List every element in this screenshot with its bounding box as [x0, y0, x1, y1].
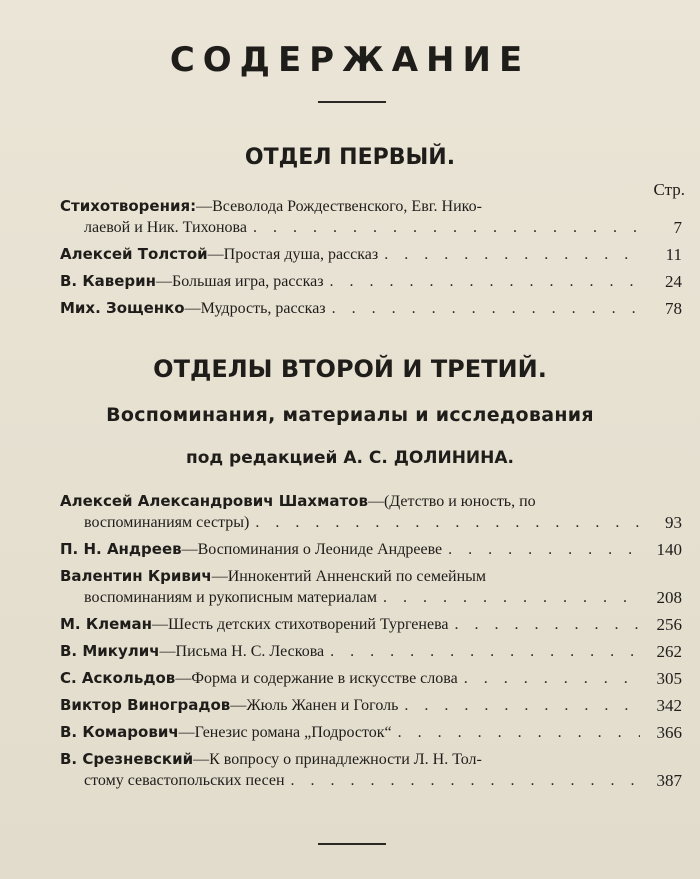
entry-author: В. Микулич	[60, 642, 160, 660]
section1-heading: ОТДЕЛ ПЕРВЫЙ.	[244, 145, 456, 170]
entry-title: —Большая игра, рассказ	[156, 273, 324, 290]
entry-author: В. Срезневский	[60, 750, 194, 768]
section2-heading: ОТДЕЛЫ ВТОРОЙ И ТРЕТИЙ.	[153, 355, 547, 383]
entry-author: П. Н. Андреев	[60, 540, 182, 558]
entry-author: Виктор Виноградов	[60, 696, 231, 714]
entry-title: —Жюль Жанен и Гоголь	[230, 697, 399, 714]
entry-title-line2: воспоминаниям и рукописным материалам	[84, 589, 377, 606]
entry-page: 256	[656, 615, 682, 634]
entry-page: 387	[656, 771, 682, 790]
entry-title-line2: воспоминаниям сестры)	[84, 514, 250, 531]
entry-page: 208	[656, 588, 682, 607]
leader-dots	[455, 614, 640, 635]
leader-dots	[464, 668, 640, 689]
entry-title-line2: лаевой и Ник. Тихонова	[84, 219, 247, 236]
toc-entry	[60, 196, 682, 238]
entry-title-line1: —Всеволода Рождественского, Евг. Нико-	[196, 198, 482, 215]
entry-author: Стихотворения:	[60, 197, 197, 215]
page-title: СОДЕРЖАНИЕ	[169, 40, 531, 80]
entry-title: —Шесть детских стихотворений Тургенева	[152, 616, 449, 633]
toc-entry	[60, 566, 682, 608]
entry-page: 11	[665, 245, 682, 264]
entry-title-line2: стому севастопольских песен	[84, 772, 285, 789]
editor-line: под редакцией А. С. ДОЛИНИНА.	[185, 448, 514, 468]
toc-entry	[60, 539, 682, 560]
title-rule	[318, 101, 386, 103]
toc-entry	[60, 271, 682, 292]
entry-author: В. Каверин	[60, 272, 157, 290]
entry-author: С. Аскольдов	[60, 669, 176, 687]
entry-page: 262	[656, 642, 682, 661]
toc-entry	[60, 244, 682, 265]
toc-entry	[60, 641, 682, 662]
toc-entry	[60, 298, 682, 319]
entry-page: 140	[656, 540, 682, 559]
entry-author: Валентин Кривич	[60, 567, 212, 585]
toc-entry	[60, 614, 682, 635]
toc-entry	[60, 749, 682, 791]
entry-author: Алексей Александрович Шахматов	[60, 492, 368, 510]
entry-title: —Простая душа, рассказ	[207, 246, 379, 263]
leader-dots	[398, 722, 640, 743]
entry-title: —Письма Н. С. Лескова	[159, 643, 325, 660]
entry-author: М. Клеман	[60, 615, 153, 633]
page-column-label: Стр.	[653, 180, 685, 199]
leader-dots	[383, 587, 640, 608]
leader-dots	[404, 695, 640, 716]
entry-title-line1: —К вопросу о принадлежности Л. Н. Тол-	[193, 751, 482, 768]
leader-dots	[253, 217, 640, 238]
leader-dots	[448, 539, 640, 560]
leader-dots	[255, 512, 640, 533]
entry-page: 7	[673, 218, 682, 237]
entry-title-line1: —Иннокентий Анненский по семейным	[211, 568, 487, 585]
entry-title: —Воспоминания о Леониде Андрееве	[181, 541, 443, 558]
section1-toc	[60, 196, 682, 325]
entry-page: 305	[656, 669, 682, 688]
entry-page: 78	[665, 299, 682, 318]
toc-entry	[60, 722, 682, 743]
entry-title: —Форма и содержание в искусстве слова	[175, 670, 458, 687]
entry-page: 342	[656, 696, 682, 715]
leader-dots	[330, 271, 640, 292]
leader-dots	[332, 298, 640, 319]
toc-entry	[60, 491, 682, 533]
section2-subheading: Воспоминания, материалы и исследования	[106, 404, 594, 426]
leader-dots	[384, 244, 640, 265]
entry-page: 93	[665, 513, 682, 532]
leader-dots	[330, 641, 640, 662]
entry-author: В. Комарович	[60, 723, 179, 741]
entry-title: —Генезис романа „Подросток“	[178, 724, 392, 741]
entry-title-line1: —(Детство и юность, по	[367, 493, 536, 510]
entry-author: Алексей Толстой	[60, 245, 208, 263]
entry-page: 24	[665, 272, 682, 291]
entry-title: —Мудрость, рассказ	[184, 300, 326, 317]
entry-page: 366	[656, 723, 682, 742]
entry-author: Мих. Зощенко	[60, 299, 185, 317]
toc-entry	[60, 695, 682, 716]
section2-toc	[60, 491, 682, 797]
toc-entry	[60, 668, 682, 689]
leader-dots	[291, 770, 640, 791]
bottom-rule	[318, 843, 386, 845]
